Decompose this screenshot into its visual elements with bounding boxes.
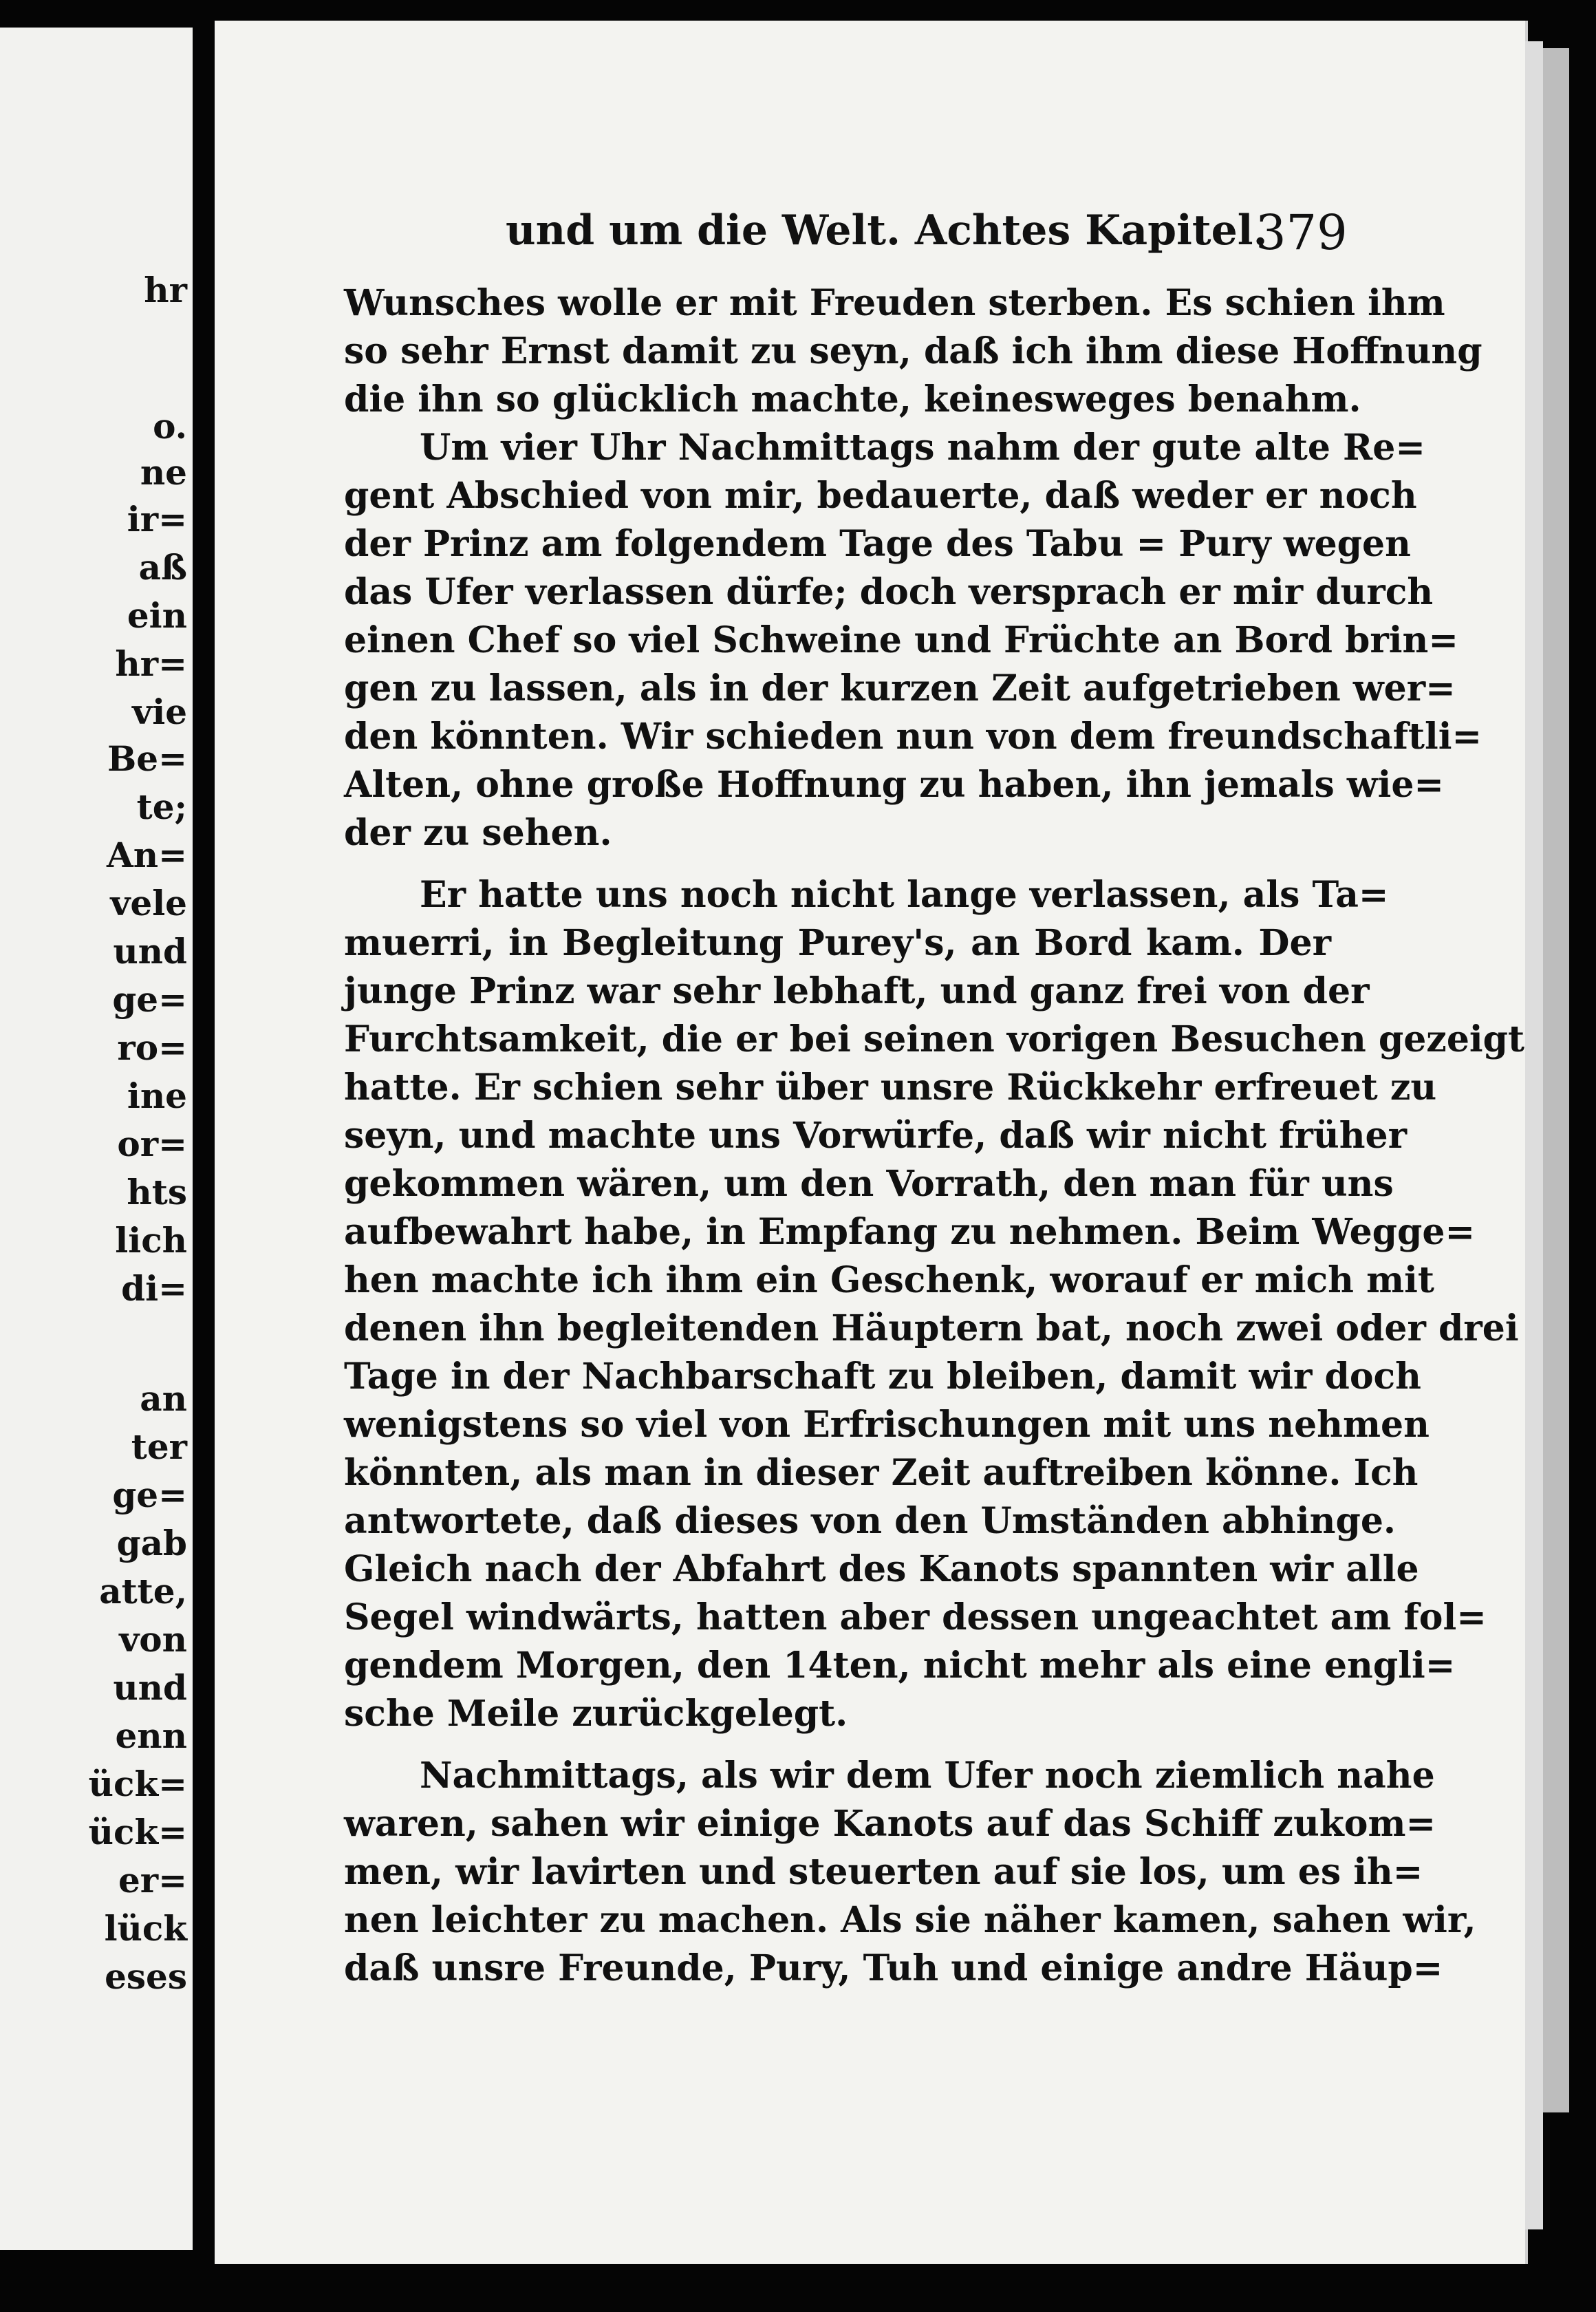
previous-page-line: Be= (107, 738, 187, 779)
page-number: 379 (1255, 204, 1348, 261)
previous-page-line: aß (138, 547, 187, 588)
text-line: Er hatte uns noch nicht lange verlassen, als Ta= (420, 874, 1389, 916)
previous-page-line: ro= (117, 1027, 187, 1068)
page-edge-shadow (1543, 48, 1569, 2112)
previous-page-line: ge= (112, 979, 187, 1020)
text-line: Alten, ohne große Hoffnung zu haben, ihn jemals wie= (344, 764, 1444, 806)
previous-page-line: o. (153, 406, 187, 447)
text-line: Wunsches wolle er mit Freuden sterben. Es schien ihm (344, 282, 1445, 324)
previous-page-line: An= (106, 835, 187, 875)
text-line: gent Abschied von mir, bedauerte, daß weder er noch (344, 475, 1417, 517)
text-line: Nachmittags, als wir dem Ufer noch ziemlich nahe (420, 1755, 1435, 1797)
text-line: junge Prinz war sehr lebhaft, und ganz frei von der (344, 970, 1370, 1012)
text-line: das Ufer verlassen dürfe; doch versprach er mir durch (344, 571, 1434, 613)
previous-page-line: er= (118, 1860, 187, 1901)
text-line: hen machte ich ihm ein Geschenk, worauf er mich mit (344, 1259, 1434, 1301)
previous-page-line: gab (116, 1523, 187, 1563)
previous-page-line: enn (115, 1715, 187, 1756)
previous-page-line: vie (132, 692, 187, 732)
previous-page-line: ir= (127, 499, 187, 539)
previous-page-line: ein (127, 595, 187, 636)
text-line: antwortete, daß dieses von den Umständen abhinge. (344, 1500, 1396, 1542)
text-line: Um vier Uhr Nachmittags nahm der gute alte Re= (420, 427, 1425, 469)
text-line: denen ihn begleitenden Häuptern bat, noch zwei oder drei (344, 1307, 1519, 1349)
previous-page-line: von (119, 1619, 187, 1660)
text-line: daß unsre Freunde, Pury, Tuh und einige andre Häup= (344, 1947, 1443, 1989)
text-line: so sehr Ernst damit zu seyn, daß ich ihm diese Hoffnung (344, 330, 1482, 372)
text-line: den könnten. Wir schieden nun von dem freundschaftli= (344, 716, 1482, 758)
previous-page-line: or= (117, 1124, 187, 1164)
previous-page-line: und (113, 931, 187, 972)
previous-page-line: ge= (112, 1475, 187, 1515)
text-line: aufbewahrt habe, in Empfang zu nehmen. Beim Wegge= (344, 1211, 1476, 1253)
text-line: Tage in der Nachbarschaft zu bleiben, damit wir doch (344, 1356, 1421, 1398)
previous-page-line: lück (104, 1908, 187, 1949)
text-line: die ihn so glücklich machte, keinesweges benahm. (344, 378, 1361, 420)
text-line: sche Meile zurückgelegt. (344, 1693, 848, 1735)
text-line: seyn, und machte uns Vorwürfe, daß wir nicht früher (344, 1115, 1408, 1157)
previous-page-line: und (113, 1667, 187, 1708)
text-line: men, wir lavirten und steuerten auf sie los, um es ih= (344, 1851, 1423, 1893)
previous-page-line: ter (131, 1426, 187, 1467)
text-line: Furchtsamkeit, die er bei seinen vorigen Besuchen gezeigt (344, 1018, 1525, 1060)
previous-page-line: hr (144, 270, 187, 310)
text-line: gen zu lassen, als in der kurzen Zeit aufgetrieben wer= (344, 667, 1456, 709)
page-edge (1525, 41, 1543, 2229)
previous-page-edge (0, 28, 193, 2250)
previous-page-line: di= (121, 1268, 187, 1309)
previous-page-line: ück= (88, 1812, 187, 1852)
previous-page-line: ück= (88, 1764, 187, 1804)
running-head: und um die Welt. Achtes Kapitel. (506, 206, 1268, 255)
text-line: Segel windwärts, hatten aber dessen ungeachtet am fol= (344, 1596, 1487, 1638)
text-line: gekommen wären, um den Vorrath, den man für uns (344, 1163, 1394, 1205)
text-line: waren, sahen wir einige Kanots auf das Schiff zukom= (344, 1803, 1436, 1845)
text-line: einen Chef so viel Schweine und Früchte an Bord brin= (344, 619, 1458, 661)
previous-page-line: an (140, 1378, 187, 1419)
text-line: nen leichter zu machen. Als sie näher kamen, sahen wir, (344, 1899, 1476, 1941)
previous-page-line: ne (140, 452, 187, 493)
text-line: gendem Morgen, den 14ten, nicht mehr als eine engli= (344, 1645, 1456, 1687)
text-line: muerri, in Begleitung Purey's, an Bord kam. Der (344, 922, 1331, 964)
previous-page-line: hr= (115, 643, 187, 684)
text-line: der Prinz am folgendem Tage des Tabu = Pury wegen (344, 523, 1411, 565)
previous-page-line: te; (136, 786, 187, 827)
text-line: hatte. Er schien sehr über unsre Rückkehr erfreuet zu (344, 1067, 1437, 1109)
previous-page-line: lich (115, 1220, 187, 1261)
text-line: Gleich nach der Abfahrt des Kanots spannten wir alle (344, 1548, 1419, 1590)
text-line: der zu sehen. (344, 812, 612, 854)
previous-page-line: ine (127, 1075, 187, 1116)
previous-page-line: atte, (99, 1571, 187, 1612)
previous-page-line: vele (110, 883, 187, 923)
previous-page-line: hts (127, 1172, 187, 1212)
previous-page-line: eses (105, 1956, 187, 1997)
text-line: könnten, als man in dieser Zeit auftreiben könne. Ich (344, 1452, 1419, 1494)
text-line: wenigstens so viel von Erfrischungen mit uns nehmen (344, 1404, 1430, 1446)
